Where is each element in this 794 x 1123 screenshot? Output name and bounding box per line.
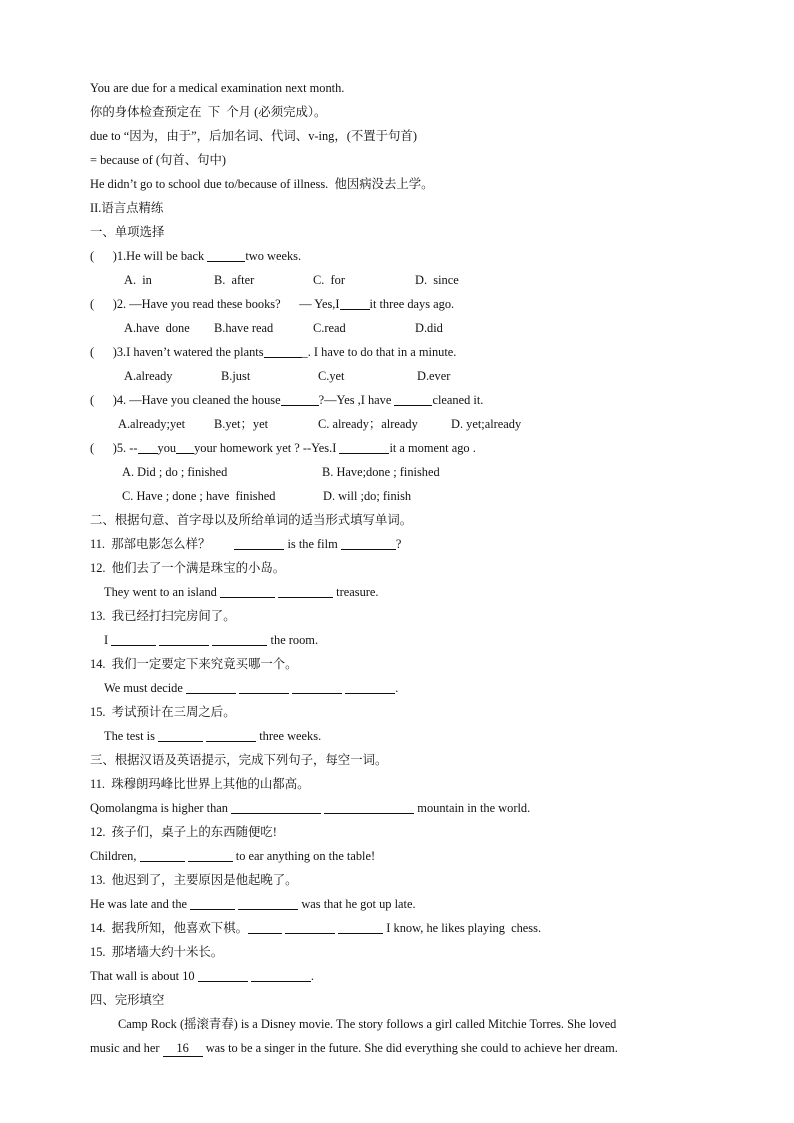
option-d[interactable]: D. will ;do; finish	[323, 489, 412, 503]
option-a[interactable]: A.already	[124, 369, 173, 383]
intro-line-5: He didn’t go to school due to/because of illness. 他因病没去上学。	[90, 177, 434, 191]
p3-item-11-cn: 11. 珠穆朗玛峰比世界上其他的山都高。	[90, 777, 310, 791]
part2-title: 二、根据句意、首字母以及所给单词的适当形式填写单词。	[90, 513, 413, 527]
section-title: II.语言点精练	[90, 201, 164, 215]
option-c[interactable]: C. already；already	[318, 417, 418, 431]
p2-item-12-en: They went to an island treasure.	[104, 585, 379, 599]
answer-blank[interactable]	[292, 681, 342, 694]
answer-paren[interactable]: ( )	[90, 393, 117, 407]
answer-blank[interactable]	[198, 969, 248, 982]
answer-blank[interactable]	[186, 681, 236, 694]
p3-item-14: 14. 据我所知，他喜欢下棋。 I know, he likes playing chess.	[90, 921, 542, 935]
answer-blank[interactable]	[285, 921, 335, 934]
answer-blank[interactable]	[339, 441, 389, 454]
answer-blank[interactable]	[338, 921, 383, 934]
answer-blank[interactable]	[159, 633, 209, 646]
p3-item-15-cn: 15. 那堵墙大约十米长。	[90, 945, 224, 959]
option-d[interactable]: D.ever	[417, 369, 451, 383]
answer-blank[interactable]	[264, 345, 302, 358]
question-5-options-row2	[122, 488, 411, 504]
question-5-options-row1	[122, 464, 440, 480]
part3-title: 三、根据汉语及英语提示，完成下列句子，每空一词。	[90, 753, 388, 767]
answer-blank[interactable]	[248, 921, 282, 934]
part4-title: 四、完形填空	[90, 993, 165, 1007]
answer-blank[interactable]	[188, 849, 233, 862]
question-5: ( )5. -- you your homework yet ? --Yes.I it a moment ago .	[90, 441, 476, 455]
answer-blank[interactable]	[220, 585, 275, 598]
option-c[interactable]: C. for	[313, 273, 346, 287]
answer-blank[interactable]	[212, 633, 267, 646]
answer-blank[interactable]	[158, 729, 203, 742]
intro-line-3: due to “因为，由于”，后加名词、代词、v-ing，(不置于句首)	[90, 129, 417, 143]
cloze-blank-16[interactable]: 16	[163, 1040, 203, 1057]
option-d[interactable]: D.did	[415, 321, 443, 335]
question-1: ( )1.He will be back two weeks.	[90, 249, 302, 263]
option-a[interactable]: A. in	[124, 273, 152, 287]
answer-blank[interactable]	[394, 393, 432, 406]
option-c[interactable]: C. Have ; done ; have finished	[122, 489, 276, 503]
p2-item-14-en: We must decide .	[104, 681, 399, 695]
question-1-options	[124, 272, 459, 288]
answer-paren[interactable]: ( )	[90, 345, 117, 359]
answer-paren[interactable]: ( )	[90, 297, 117, 311]
p2-item-15-cn: 15. 考试预计在三周之后。	[90, 705, 236, 719]
intro-line-4: = because of (句首、句中)	[90, 153, 227, 167]
option-d[interactable]: D. since	[415, 273, 459, 287]
question-2: ( )2. —Have you read these books? — Yes,I it three days ago.	[90, 297, 455, 311]
answer-blank[interactable]	[340, 297, 370, 310]
option-b[interactable]: B. after	[214, 273, 255, 287]
option-b[interactable]: B.have read	[214, 321, 274, 335]
p3-item-15-en: That wall is about 10 .	[90, 969, 314, 983]
answer-blank[interactable]	[281, 393, 319, 406]
option-b[interactable]: B.yet；yet	[214, 417, 269, 431]
question-4: ( )4. —Have you cleaned the house ?—Yes ,I have cleaned it.	[90, 393, 484, 407]
question-3: ( )3.I haven’t watered the plants _. I have to do that in a minute.	[90, 345, 457, 359]
answer-blank[interactable]	[251, 969, 311, 982]
answer-blank[interactable]	[234, 537, 284, 550]
passage-line-1: Camp Rock (摇滚青春) is a Disney movie. The story follows a girl called Mitchie Torres. She loved	[118, 1017, 617, 1031]
option-b[interactable]: B. Have;done ; finished	[322, 465, 440, 479]
answer-blank[interactable]	[206, 729, 256, 742]
answer-blank[interactable]	[345, 681, 395, 694]
part1-title: 一、单项选择	[90, 225, 165, 239]
p2-item-12-cn: 12. 他们去了一个满是珠宝的小岛。	[90, 561, 286, 575]
question-3-options	[124, 368, 450, 384]
p3-item-12-cn: 12. 孩子们，桌子上的东西随便吃!	[90, 825, 277, 839]
passage-line-2: music and her 16 was to be a singer in the future. She did everything she could to achieve her dream.	[90, 1041, 618, 1055]
option-a[interactable]: A.already;yet	[118, 417, 186, 431]
answer-blank[interactable]	[140, 849, 185, 862]
answer-paren[interactable]: ( )	[90, 441, 117, 455]
option-d[interactable]: D. yet;already	[451, 417, 522, 431]
p2-item-15-en: The test is three weeks.	[104, 729, 322, 743]
answer-blank[interactable]	[324, 801, 414, 814]
answer-blank[interactable]	[190, 897, 235, 910]
intro-line-2: 你的身体检查预定在 下 个月 (必须完成）。	[90, 105, 327, 119]
option-a[interactable]: A. Did ; do ; finished	[122, 465, 228, 479]
option-a[interactable]: A.have done	[124, 321, 190, 335]
p3-item-13-en: He was late and the was that he got up late.	[90, 897, 416, 911]
p2-item-14-cn: 14. 我们一定要定下来究竟买哪一个。	[90, 657, 298, 671]
p2-item-11: 11. 那部电影怎么样？ is the film ?	[90, 537, 402, 551]
p3-item-12-en: Children, to ear anything on the table!	[90, 849, 376, 863]
answer-blank[interactable]	[239, 681, 289, 694]
answer-blank[interactable]	[111, 633, 156, 646]
p2-item-13-cn: 13. 我已经打扫完房间了。	[90, 609, 236, 623]
question-4-options	[118, 416, 521, 432]
answer-blank[interactable]	[238, 897, 298, 910]
option-c[interactable]: C.read	[313, 321, 346, 335]
option-c[interactable]: C.yet	[318, 369, 345, 383]
answer-blank[interactable]	[278, 585, 333, 598]
answer-paren[interactable]: ( )	[90, 249, 117, 263]
intro-line-1: You are due for a medical examination next month.	[90, 81, 345, 95]
option-b[interactable]: B.just	[221, 369, 251, 383]
answer-blank[interactable]	[207, 249, 245, 262]
answer-blank[interactable]	[231, 801, 321, 814]
answer-blank[interactable]	[138, 441, 158, 454]
p3-item-13-cn: 13. 他迟到了，主要原因是他起晚了。	[90, 873, 298, 887]
answer-blank[interactable]	[341, 537, 396, 550]
question-2-options	[124, 320, 443, 336]
p2-item-13-en: I the room.	[104, 633, 319, 647]
p3-item-11-en: Qomolangma is higher than mountain in the world.	[90, 801, 531, 815]
answer-blank[interactable]	[176, 441, 194, 454]
